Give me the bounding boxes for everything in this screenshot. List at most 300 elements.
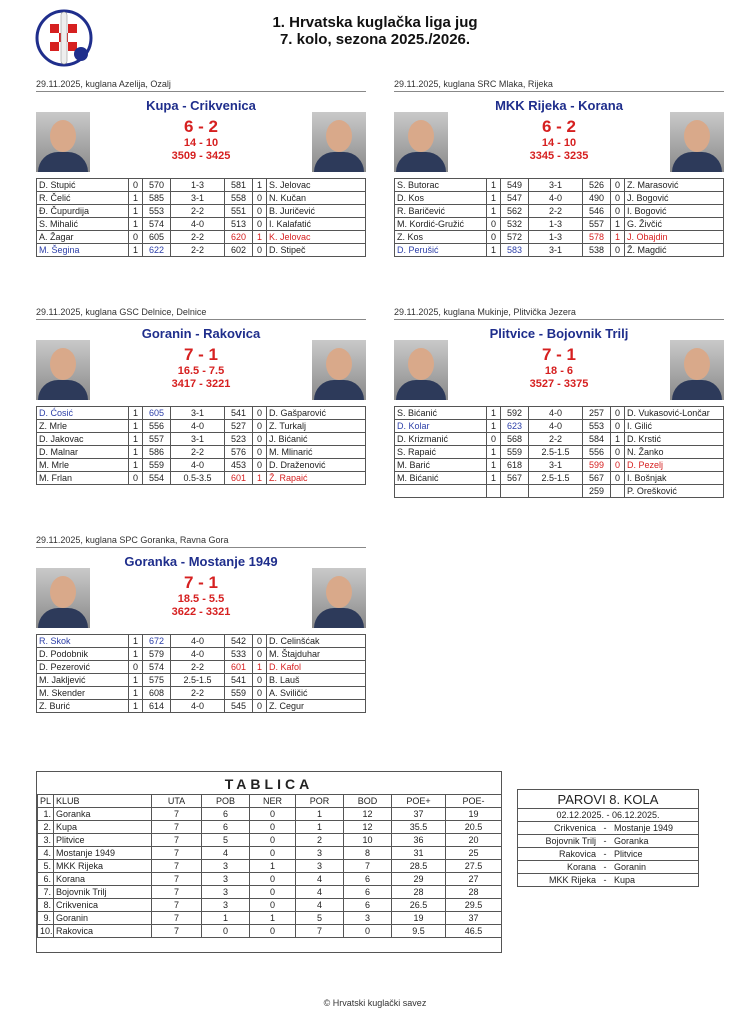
away-pins: 257	[583, 407, 611, 420]
away-point: 0	[253, 218, 267, 231]
away-player: I. Kalafatić	[267, 218, 366, 231]
match-score: 7 - 1	[183, 345, 219, 364]
player-results-table	[36, 634, 366, 713]
away-player: M. Štajduhar	[267, 648, 366, 661]
sets-result: 4-0	[529, 192, 583, 205]
player-row	[37, 661, 366, 674]
player-row	[37, 674, 366, 687]
player-row	[395, 420, 724, 433]
sets-result: 3-1	[171, 433, 225, 446]
away-pins: 546	[583, 205, 611, 218]
player-row	[37, 648, 366, 661]
standings-cell: 36	[392, 834, 446, 847]
standings-cell: 7	[152, 886, 202, 899]
standings-cell: 6	[344, 899, 392, 912]
away-player: G. Živčić	[625, 218, 724, 231]
sets-result: 2-2	[171, 687, 225, 700]
player-row	[37, 459, 366, 472]
pair-away: Mostanje 1949	[614, 823, 674, 833]
player-row	[395, 433, 724, 446]
sets-result: 1-3	[529, 218, 583, 231]
home-pins: 583	[501, 244, 529, 257]
home-pins: 605	[143, 231, 171, 244]
standings-cell: 28	[392, 886, 446, 899]
sets-result: 4-0	[171, 420, 225, 433]
player-row	[37, 407, 366, 420]
sets-result: 3-1	[529, 244, 583, 257]
away-player-photo	[312, 568, 366, 628]
pair-away: Kupa	[614, 875, 636, 885]
away-point: 0	[253, 244, 267, 257]
home-player: M. Mrle	[37, 459, 129, 472]
match-score: 7 - 1	[541, 345, 577, 364]
pair-row	[518, 821, 698, 834]
standings-row	[38, 912, 502, 925]
standings-cell: 7.	[38, 886, 54, 899]
standings-cell: 0	[202, 925, 250, 938]
home-player: D. Stupić	[37, 179, 129, 192]
standings-cell: 0	[250, 821, 296, 834]
match-sets: 18 - 6	[544, 365, 574, 377]
away-pins: 620	[225, 231, 253, 244]
standings-cell: 19	[392, 912, 446, 925]
away-point: 0	[253, 635, 267, 648]
pair-row	[518, 873, 698, 886]
pair-separator: -	[603, 849, 607, 859]
home-player: M. Kordić-Gružić	[395, 218, 487, 231]
home-player: M. Šegina	[37, 244, 129, 257]
standings-cell: 7	[152, 873, 202, 886]
standings-cell: 7	[152, 847, 202, 860]
home-point: 1	[129, 420, 143, 433]
standings-title: TABLICA	[224, 776, 314, 792]
away-point: 1	[253, 179, 267, 192]
away-point: 0	[611, 420, 625, 433]
standings-cell: 0	[250, 925, 296, 938]
home-pins: 574	[143, 218, 171, 231]
player-results-table	[36, 406, 366, 485]
away-pins: 526	[583, 179, 611, 192]
standings-cell: 3	[202, 886, 250, 899]
standings-cell: 0	[250, 873, 296, 886]
away-point: 1	[611, 218, 625, 231]
standings-row	[38, 847, 502, 860]
sets-result: 2-2	[171, 661, 225, 674]
standings-cell: 1	[296, 821, 344, 834]
player-row	[395, 218, 724, 231]
home-pins: 556	[143, 420, 171, 433]
standings-cell: 27.5	[446, 860, 502, 873]
home-point: 1	[129, 244, 143, 257]
standings-cell: 5	[296, 912, 344, 925]
home-player: A. Žagar	[37, 231, 129, 244]
away-pins: 602	[225, 244, 253, 257]
away-point: 0	[611, 472, 625, 485]
away-pins: 559	[225, 687, 253, 700]
player-row	[395, 459, 724, 472]
standings-cell: Mostanje 1949	[54, 847, 152, 860]
standings-row	[38, 808, 502, 821]
standings-cell: Korana	[54, 873, 152, 886]
away-pins: 542	[225, 635, 253, 648]
home-player: S. Bićanić	[395, 407, 487, 420]
home-player: D. Ćosić	[37, 407, 129, 420]
home-player: S. Rapaić	[395, 446, 487, 459]
pair-row	[518, 834, 698, 847]
standings-cell: 7	[296, 925, 344, 938]
away-player: J. Bogović	[625, 192, 724, 205]
home-player: R. Skok	[37, 635, 129, 648]
match-venue: 29.11.2025, kuglana Mukinje, Plitvička Jezera	[394, 307, 576, 317]
standings-cell: 9.5	[392, 925, 446, 938]
standings-cell: 31	[392, 847, 446, 860]
standings-cell: 3	[344, 912, 392, 925]
standings-cell: 20.5	[446, 821, 502, 834]
away-pins: 513	[225, 218, 253, 231]
league-title: 1. Hrvatska kuglačka liga jug	[272, 14, 478, 31]
match-block	[36, 534, 366, 711]
sets-result: 0.5-3.5	[171, 472, 225, 485]
away-player: D. Vukasović-Lončar	[625, 407, 724, 420]
match-block	[36, 306, 366, 483]
home-pins: 554	[143, 472, 171, 485]
standings-cell: 7	[344, 860, 392, 873]
home-pins: 559	[143, 459, 171, 472]
away-player: Ž. Rapaić	[267, 472, 366, 485]
standings-cell: 1	[250, 860, 296, 873]
standings-cell: 0	[250, 808, 296, 821]
home-player-photo	[36, 340, 90, 400]
home-point: 0	[487, 433, 501, 446]
away-pins: 523	[225, 433, 253, 446]
home-pins: 553	[143, 205, 171, 218]
sets-result: 1-3	[529, 231, 583, 244]
home-pins: 547	[501, 192, 529, 205]
next-round-pairs	[517, 789, 699, 887]
pair-home: Crikvenica	[553, 823, 596, 833]
standings-cell: 27	[446, 873, 502, 886]
away-pins: 490	[583, 192, 611, 205]
player-results-table	[394, 178, 724, 257]
pair-row	[518, 847, 698, 860]
sets-result: 3-1	[171, 192, 225, 205]
match-teams: Goranin - Rakovica	[141, 326, 261, 341]
sets-result: 3-1	[171, 407, 225, 420]
pair-separator: -	[603, 875, 607, 885]
home-point: 1	[487, 420, 501, 433]
home-player: Đ. Čupurdija	[37, 205, 129, 218]
standings-cell: Crikvenica	[54, 899, 152, 912]
away-pins: 556	[583, 446, 611, 459]
standings-cell: 37	[446, 912, 502, 925]
standings-cell: Bojovnik Trilj	[54, 886, 152, 899]
away-pins: 581	[225, 179, 253, 192]
home-point: 1	[129, 700, 143, 713]
match-venue: 29.11.2025, kuglana SRC Mlaka, Rijeka	[394, 79, 553, 89]
standings-cell: 4	[296, 873, 344, 886]
home-player: D. Krizmanić	[395, 433, 487, 446]
sets-result: 4-0	[529, 420, 583, 433]
divider	[394, 319, 724, 320]
home-point: 0	[129, 179, 143, 192]
away-point: 0	[253, 192, 267, 205]
pairs-title: PAROVI 8. KOLA	[557, 792, 659, 807]
home-player: S. Mihalić	[37, 218, 129, 231]
home-player: R. Baričević	[395, 205, 487, 218]
home-point: 1	[129, 407, 143, 420]
away-point: 0	[253, 407, 267, 420]
standings-cell: 4	[296, 899, 344, 912]
away-player-photo	[312, 340, 366, 400]
match-teams: Goranka - Mostanje 1949	[124, 554, 278, 569]
standings-row	[38, 821, 502, 834]
standings-header: POE-	[446, 795, 502, 808]
standings-cell: 7	[152, 912, 202, 925]
sets-result: 3-1	[529, 179, 583, 192]
standings-cell: 3.	[38, 834, 54, 847]
standings-cell: 0	[250, 847, 296, 860]
away-player: A. Sviličić	[267, 687, 366, 700]
home-pins: 567	[501, 472, 529, 485]
home-point: 1	[129, 648, 143, 661]
standings-row	[38, 834, 502, 847]
away-point: 0	[611, 179, 625, 192]
standings-cell: 10.	[38, 925, 54, 938]
home-point: 1	[129, 674, 143, 687]
player-row	[395, 244, 724, 257]
player-results-table	[394, 406, 724, 498]
away-pins: 558	[225, 192, 253, 205]
home-point: 0	[487, 231, 501, 244]
player-row	[395, 407, 724, 420]
standings-cell: 35.5	[392, 821, 446, 834]
away-player: N. Kučan	[267, 192, 366, 205]
standings-cell: Goranka	[54, 808, 152, 821]
standings-header: POB	[202, 795, 250, 808]
standings-cell: Rakovica	[54, 925, 152, 938]
home-point: 1	[487, 472, 501, 485]
standings-row	[38, 899, 502, 912]
sets-result: 4-0	[529, 407, 583, 420]
match-sets: 14 - 10	[541, 137, 577, 149]
away-player: D. Draženović	[267, 459, 366, 472]
standings-cell: 1.	[38, 808, 54, 821]
home-point: 0	[129, 472, 143, 485]
away-player-photo	[312, 112, 366, 172]
away-player: D. Pezelj	[625, 459, 724, 472]
sets-result: 2-2	[171, 446, 225, 459]
page-title	[0, 14, 750, 48]
standings-table	[36, 771, 502, 953]
standings-cell: 5.	[38, 860, 54, 873]
home-point: 1	[129, 446, 143, 459]
player-row	[37, 205, 366, 218]
home-point: 1	[129, 205, 143, 218]
standings-cell: Plitvice	[54, 834, 152, 847]
home-point: 1	[487, 407, 501, 420]
away-pins: 601	[225, 472, 253, 485]
round-subtitle: 7. kolo, sezona 2025./2026.	[279, 31, 471, 48]
standings-cell: 37	[392, 808, 446, 821]
home-pins: 549	[501, 179, 529, 192]
home-player: D. Kos	[395, 192, 487, 205]
divider	[394, 91, 724, 92]
standings-cell: 5	[202, 834, 250, 847]
away-player: I. Bogović	[625, 205, 724, 218]
match-pins: 3527 - 3375	[529, 378, 589, 390]
home-point: 1	[129, 192, 143, 205]
match-block	[394, 78, 724, 255]
match-teams: Plitvice - Bojovnik Trilj	[489, 326, 629, 341]
player-row	[37, 700, 366, 713]
pair-away: Plitvice	[614, 849, 643, 859]
sets-result: 2.5-1.5	[529, 472, 583, 485]
away-player: J. Bićanić	[267, 433, 366, 446]
standings-cell: Kupa	[54, 821, 152, 834]
standings-cell: 6	[202, 821, 250, 834]
away-point: 0	[611, 459, 625, 472]
away-player: B. Juričević	[267, 205, 366, 218]
standings-cell: 29	[392, 873, 446, 886]
sets-result: 2.5-1.5	[529, 446, 583, 459]
standings-cell: 1	[296, 808, 344, 821]
sets-result: 3-1	[529, 459, 583, 472]
pair-separator: -	[603, 836, 607, 846]
home-player-photo	[36, 568, 90, 628]
home-point: 1	[129, 687, 143, 700]
sets-result: 2-2	[529, 433, 583, 446]
home-player: Z. Burić	[37, 700, 129, 713]
match-pins: 3509 - 3425	[171, 150, 231, 162]
standings-row	[38, 873, 502, 886]
standings-cell: 2.	[38, 821, 54, 834]
home-player: D. Pezerović	[37, 661, 129, 674]
standings-cell: 4	[296, 886, 344, 899]
home-player: M. Frlan	[37, 472, 129, 485]
standings-header: POE+	[392, 795, 446, 808]
home-pins: 572	[501, 231, 529, 244]
standings-cell: 29.5	[446, 899, 502, 912]
away-point	[611, 485, 625, 498]
player-results-table	[36, 178, 366, 257]
home-pins: 575	[143, 674, 171, 687]
home-pins: 592	[501, 407, 529, 420]
away-point: 1	[253, 661, 267, 674]
standings-cell: 6	[344, 873, 392, 886]
away-point: 0	[253, 687, 267, 700]
match-pins: 3622 - 3321	[171, 606, 231, 618]
match-score: 6 - 2	[183, 117, 219, 136]
standings-header: KLUB	[54, 795, 152, 808]
pair-home: MKK Rijeka	[548, 875, 596, 885]
home-point: 1	[487, 446, 501, 459]
standings-cell: 3	[202, 899, 250, 912]
standings-cell: 1	[250, 912, 296, 925]
standings-cell: 7	[152, 821, 202, 834]
away-player-photo	[670, 340, 724, 400]
player-row	[37, 635, 366, 648]
away-point: 0	[253, 648, 267, 661]
home-pins: 579	[143, 648, 171, 661]
player-row	[395, 446, 724, 459]
standings-cell: 3	[296, 860, 344, 873]
match-pins: 3417 - 3221	[171, 378, 231, 390]
away-point: 0	[611, 192, 625, 205]
standings-header: UTA	[152, 795, 202, 808]
home-pins: 672	[143, 635, 171, 648]
match-score: 7 - 1	[183, 573, 219, 592]
divider	[36, 319, 366, 320]
away-player: B. Lauš	[267, 674, 366, 687]
away-player: Z. Turkalj	[267, 420, 366, 433]
away-point: 0	[253, 459, 267, 472]
away-point: 1	[611, 231, 625, 244]
home-pins: 608	[143, 687, 171, 700]
standings-cell: MKK Rijeka	[54, 860, 152, 873]
away-pins: 538	[583, 244, 611, 257]
standings-cell: Goranin	[54, 912, 152, 925]
home-point: 0	[129, 231, 143, 244]
standings-cell: 0	[250, 834, 296, 847]
standings-cell: 0	[344, 925, 392, 938]
standings-cell: 19	[446, 808, 502, 821]
divider	[36, 91, 366, 92]
sets-result: 4-0	[171, 635, 225, 648]
home-point	[487, 485, 501, 498]
player-row	[37, 420, 366, 433]
match-venue: 29.11.2025, kuglana GSC Delnice, Delnice	[36, 307, 207, 317]
standings-cell: 46.5	[446, 925, 502, 938]
standings-cell: 3	[202, 860, 250, 873]
sets-result	[529, 485, 583, 498]
home-point: 1	[487, 459, 501, 472]
sets-result: 2-2	[171, 244, 225, 257]
player-row	[395, 485, 724, 498]
away-player: Z. Marasović	[625, 179, 724, 192]
standings-cell: 9.	[38, 912, 54, 925]
away-player: D. Kafol	[267, 661, 366, 674]
away-pins: 551	[225, 205, 253, 218]
player-row	[37, 179, 366, 192]
home-point: 1	[487, 244, 501, 257]
sets-result: 4-0	[171, 700, 225, 713]
standings-cell: 12	[344, 808, 392, 821]
player-row	[395, 192, 724, 205]
home-player: D. Podobnik	[37, 648, 129, 661]
home-pins: 618	[501, 459, 529, 472]
standings-cell: 7	[152, 860, 202, 873]
home-player	[395, 485, 487, 498]
match-block	[36, 78, 366, 255]
player-row	[37, 192, 366, 205]
player-row	[37, 244, 366, 257]
player-row	[37, 433, 366, 446]
away-player: N. Žanko	[625, 446, 724, 459]
away-pins: 584	[583, 433, 611, 446]
home-point: 0	[129, 661, 143, 674]
standings-cell: 4.	[38, 847, 54, 860]
standings-cell: 6	[202, 808, 250, 821]
home-pins: 557	[143, 433, 171, 446]
standings-cell: 7	[152, 899, 202, 912]
standings-cell: 7	[152, 808, 202, 821]
standings-header: NER	[250, 795, 296, 808]
home-pins: 559	[501, 446, 529, 459]
standings-cell: 6	[344, 886, 392, 899]
pair-away: Goranin	[614, 862, 647, 872]
home-pins: 605	[143, 407, 171, 420]
match-teams: Kupa - Crikvenica	[146, 98, 256, 113]
